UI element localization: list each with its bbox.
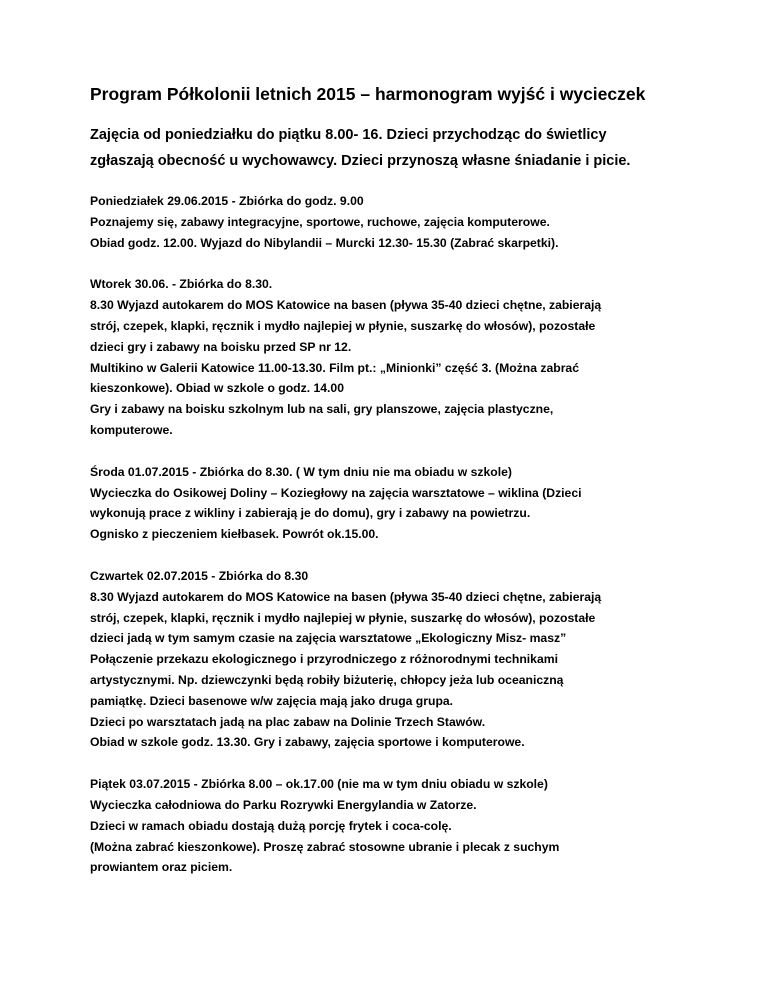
intro-line: Zajęcia od poniedziałku do piątku 8.00- 16. Dzieci przychodząc do świetlicy bbox=[90, 127, 607, 143]
section-line: Wycieczka całodniowa do Parku Rozrywki Energylandia w Zatorze. bbox=[90, 797, 477, 812]
document-page bbox=[90, 82, 730, 899]
section-heading: Piątek 03.07.2015 - Zbiórka 8.00 – ok.17.00 (nie ma w tym dniu obiadu w szkole) bbox=[90, 777, 548, 792]
section-line: wykonują prace z wikliny i zabierają je do domu), gry i zabawy na powietrzu. bbox=[90, 506, 531, 521]
section-line: (Można zabrać kieszonkowe). Proszę zabrać stosowne ubranie i plecak z suchym bbox=[90, 839, 560, 854]
section-line: strój, czepek, klapki, ręcznik i mydło najlepiej w płynie, suszarkę do włosów), pozostałe bbox=[90, 318, 596, 333]
intro-paragraph bbox=[90, 122, 730, 174]
section-line: kieszonkowe). Obiad w szkole o godz. 14.00 bbox=[90, 381, 344, 396]
section-line: 8.30 Wyjazd autokarem do MOS Katowice na basen (pływa 35-40 dzieci chętne, zabierają bbox=[90, 589, 602, 604]
section-line: Poznajemy się, zabawy integracyjne, sportowe, ruchowe, zajęcia komputerowe. bbox=[90, 214, 550, 229]
section-line: prowiantem oraz piciem. bbox=[90, 860, 233, 875]
section-line: 8.30 Wyjazd autokarem do MOS Katowice na basen (pływa 35-40 dzieci chętne, zabierają bbox=[90, 298, 602, 313]
section-line: Obiad godz. 12.00. Wyjazd do Nibylandii – Murcki 12.30- 15.30 (Zabrać skarpetki). bbox=[90, 235, 559, 250]
section-line: Multikino w Galerii Katowice 11.00-13.30. Film pt.: „Minionki” część 3. (Można zabrać bbox=[90, 360, 579, 375]
section-line: Ognisko z pieczeniem kiełbasek. Powrót ok.15.00. bbox=[90, 527, 379, 542]
section-line: Dzieci w ramach obiadu dostają dużą porcję frytek i coca-colę. bbox=[90, 818, 452, 833]
intro-line: zgłaszają obecność u wychowawcy. Dzieci przynoszą własne śniadanie i picie. bbox=[90, 153, 631, 169]
section-wednesday bbox=[90, 462, 730, 545]
section-friday bbox=[90, 774, 730, 878]
section-line: Wycieczka do Osikowej Doliny – Koziegłowy na zajęcia warsztatowe – wiklina (Dzieci bbox=[90, 485, 582, 500]
section-heading: Wtorek 30.06. - Zbiórka do 8.30. bbox=[90, 277, 273, 292]
section-heading: Czwartek 02.07.2015 - Zbiórka do 8.30 bbox=[90, 568, 309, 583]
section-line: Połączenie przekazu ekologicznego i przyrodniczego z różnorodnymi technikami bbox=[90, 652, 558, 667]
section-heading: Środa 01.07.2015 - Zbiórka do 8.30. ( W tym dniu nie ma obiadu w szkole) bbox=[90, 464, 512, 479]
document-title: Program Półkolonii letnich 2015 – harmonogram wyjść i wycieczek bbox=[90, 84, 646, 104]
section-line: komputerowe. bbox=[90, 422, 173, 437]
section-line: dzieci gry i zabawy na boisku przed SP nr 12. bbox=[90, 339, 352, 354]
section-line: Gry i zabawy na boisku szkolnym lub na sali, gry planszowe, zajęcia plastyczne, bbox=[90, 402, 554, 417]
section-line: strój, czepek, klapki, ręcznik i mydło najlepiej w płynie, suszarkę do włosów), pozostałe bbox=[90, 610, 596, 625]
section-line: Obiad w szkole godz. 13.30. Gry i zabawy, zajęcia sportowe i komputerowe. bbox=[90, 735, 525, 750]
section-line: Dzieci po warsztatach jadą na plac zabaw na Dolinie Trzech Stawów. bbox=[90, 714, 486, 729]
section-tuesday bbox=[90, 274, 730, 440]
section-thursday bbox=[90, 566, 730, 753]
section-heading: Poniedziałek 29.06.2015 - Zbiórka do godz. 9.00 bbox=[90, 194, 364, 208]
section-line: artystycznymi. Np. dziewczynki będą robiły biżuterię, chłopcy jeża lub oceaniczną bbox=[90, 672, 564, 687]
section-monday bbox=[90, 191, 730, 253]
section-line: dzieci jadą w tym samym czasie na zajęcia warsztatowe „Ekologiczny Misz- masz” bbox=[90, 631, 567, 646]
section-line: pamiątkę. Dzieci basenowe w/w zajęcia mają jako druga grupa. bbox=[90, 693, 454, 708]
